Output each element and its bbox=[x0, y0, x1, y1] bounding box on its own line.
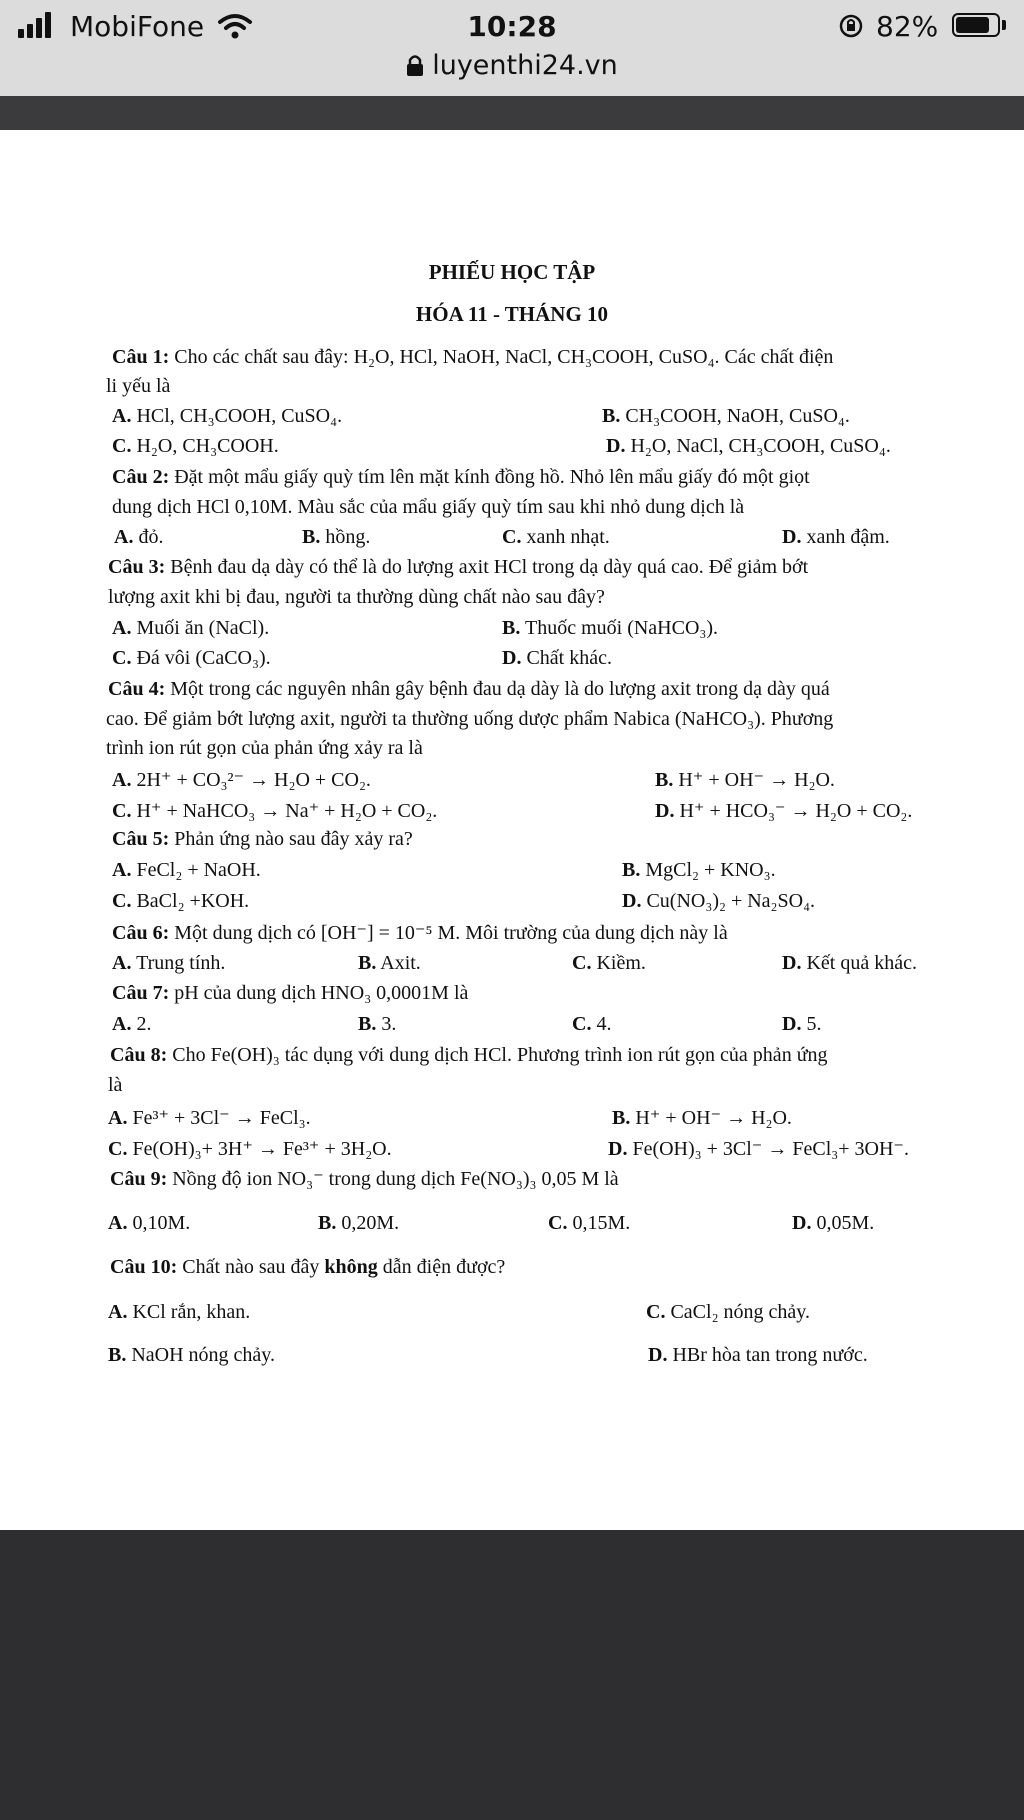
q3-option-c: C. Đá vôi (CaCO₃). bbox=[112, 647, 271, 669]
q2-option-c: C. xanh nhạt. bbox=[502, 526, 610, 548]
question-8-cont: là bbox=[108, 1074, 123, 1096]
q10-option-d: D. HBr hòa tan trong nước. bbox=[648, 1344, 868, 1366]
q8-option-a: A. Fe³⁺ + 3Cl⁻ → FeCl₃. bbox=[108, 1107, 311, 1129]
q6-option-d: D. Kết quả khác. bbox=[782, 952, 917, 974]
question-9: Câu 9: Nồng độ ion NO₃⁻ trong dung dịch Fe(NO₃)₃ 0,05 M là bbox=[110, 1168, 619, 1190]
battery-tip bbox=[1002, 20, 1006, 30]
question-4: Câu 4: Một trong các nguyên nhân gây bệnh đau dạ dày là do lượng axit trong dạ dày quá bbox=[108, 678, 830, 700]
q1-option-b: B. CH₃COOH, NaOH, CuSO₄. bbox=[602, 405, 850, 427]
q4-option-d: D. H⁺ + HCO₃⁻ → H₂O + CO₂. bbox=[655, 800, 913, 822]
status-bar bbox=[0, 0, 1024, 96]
q7-option-b: B. 3. bbox=[358, 1013, 397, 1035]
q5-option-c: C. BaCl₂ +KOH. bbox=[112, 890, 250, 912]
q3-option-a: A. Muối ăn (NaCl). bbox=[112, 617, 270, 639]
question-2: Câu 2: Đặt một mẩu giấy quỳ tím lên mặt kính đồng hồ. Nhỏ lên mẩu giấy đó một giọt bbox=[112, 466, 810, 488]
q7-option-d: D. 5. bbox=[782, 1013, 822, 1035]
q4-option-c: C. H⁺ + NaHCO₃ → Na⁺ + H₂O + CO₂. bbox=[112, 800, 438, 822]
q5-option-b: B. MgCl₂ + KNO₃. bbox=[622, 859, 776, 881]
q8-option-c: C. Fe(OH)₃+ 3H⁺ → Fe³⁺ + 3H₂O. bbox=[108, 1138, 392, 1160]
q1-option-a: A. HCl, CH₃COOH, CuSO₄. bbox=[112, 405, 343, 427]
q5-option-d: D. Cu(NO₃)₂ + Na₂SO₄. bbox=[622, 890, 816, 912]
document-page bbox=[0, 130, 1024, 1530]
question-6: Câu 6: Một dung dịch có [OH⁻] = 10⁻⁵ M. Môi trường của dung dịch này là bbox=[112, 922, 728, 944]
question-2-cont: dung dịch HCl 0,10M. Màu sắc của mẩu giấy quỳ tím sau khi nhỏ dung dịch là bbox=[112, 496, 745, 518]
battery-level-fill bbox=[956, 17, 989, 33]
q9-option-d: D. 0,05M. bbox=[792, 1212, 875, 1234]
browser-toolbar-strip bbox=[0, 96, 1024, 130]
q10-option-c: C. CaCl₂ nóng chảy. bbox=[646, 1301, 810, 1323]
q10-option-a: A. KCl rắn, khan. bbox=[108, 1301, 251, 1323]
question-7: Câu 7: pH của dung dịch HNO₃ 0,0001M là bbox=[112, 982, 469, 1004]
q10-option-b: B. NaOH nóng chảy. bbox=[108, 1344, 276, 1366]
battery-percentage: 82% bbox=[876, 10, 939, 43]
question-4-cont: cao. Để giảm bớt lượng axit, người ta thường uống dược phẩm Nabica (NaHCO₃). Phương bbox=[106, 708, 834, 730]
q6-option-a: A. Trung tính. bbox=[112, 952, 226, 974]
lock-icon bbox=[406, 54, 424, 76]
q3-option-b: B. Thuốc muối (NaHCO₃). bbox=[502, 617, 719, 639]
question-3-cont: lượng axit khi bị đau, người ta thường dùng chất nào sau đây? bbox=[108, 586, 605, 608]
question-10: Câu 10: Chất nào sau đây không dẫn điện được? bbox=[110, 1256, 506, 1278]
q9-option-a: A. 0,10M. bbox=[108, 1212, 191, 1234]
url-text: luyenthi24.vn bbox=[432, 50, 618, 81]
q1-option-c: C. H₂O, CH₃COOH. bbox=[112, 435, 279, 457]
q3-option-d: D. Chất khác. bbox=[502, 647, 612, 669]
q1-option-d: D. H₂O, NaCl, CH₃COOH, CuSO₄. bbox=[606, 435, 891, 457]
q7-option-c: C. 4. bbox=[572, 1013, 612, 1035]
rotation-lock-icon bbox=[838, 13, 864, 39]
address-bar[interactable] bbox=[0, 50, 1024, 81]
document-subtitle: HÓA 11 - THÁNG 10 bbox=[415, 302, 609, 326]
q5-option-a: A. FeCl₂ + NaOH. bbox=[112, 859, 261, 881]
q8-option-d: D. Fe(OH)₃ + 3Cl⁻ → FeCl₃+ 3OH⁻. bbox=[608, 1138, 909, 1160]
question-1 bbox=[112, 346, 942, 369]
question-label: Câu 1: bbox=[112, 346, 170, 368]
q6-option-c: C. Kiềm. bbox=[572, 952, 646, 974]
question-5: Câu 5: Phản ứng nào sau đây xảy ra? bbox=[112, 828, 413, 850]
clock: 10:28 bbox=[467, 10, 557, 43]
q9-option-b: B. 0,20M. bbox=[318, 1212, 400, 1234]
question-3: Câu 3: Bệnh đau dạ dày có thể là do lượng axit HCl trong dạ dày quá cao. Để giảm bớt bbox=[108, 556, 809, 578]
question-4-cont2: trình ion rút gọn của phản ứng xảy ra là bbox=[106, 737, 423, 759]
question-8: Câu 8: Cho Fe(OH)₃ tác dụng với dung dịch HCl. Phương trình ion rút gọn của phản ứng bbox=[110, 1044, 828, 1066]
battery-icon bbox=[952, 13, 1000, 37]
carrier-name: MobiFone bbox=[70, 10, 205, 43]
q9-option-c: C. 0,15M. bbox=[548, 1212, 631, 1234]
question-text: Cho các chất sau đây: H₂O, HCl, NaOH, NaCl, CH₃COOH, CuSO₄. Các chất điện bbox=[174, 346, 834, 368]
question-1-cont: li yếu là bbox=[106, 375, 171, 397]
q2-option-b: B. hồng. bbox=[302, 526, 371, 548]
q4-option-b: B. H⁺ + OH⁻ → H₂O. bbox=[655, 769, 835, 791]
document-title: PHIẾU HỌC TẬP bbox=[428, 260, 596, 284]
q2-option-a: A. đỏ. bbox=[114, 526, 164, 548]
q2-option-d: D. xanh đậm. bbox=[782, 526, 890, 548]
q7-option-a: A. 2. bbox=[112, 1013, 152, 1035]
q4-option-a: A. 2H⁺ + CO₃²⁻ → H₂O + CO₂. bbox=[112, 769, 371, 791]
q6-option-b: B. Axit. bbox=[358, 952, 421, 974]
q8-option-b: B. H⁺ + OH⁻ → H₂O. bbox=[612, 1107, 792, 1129]
